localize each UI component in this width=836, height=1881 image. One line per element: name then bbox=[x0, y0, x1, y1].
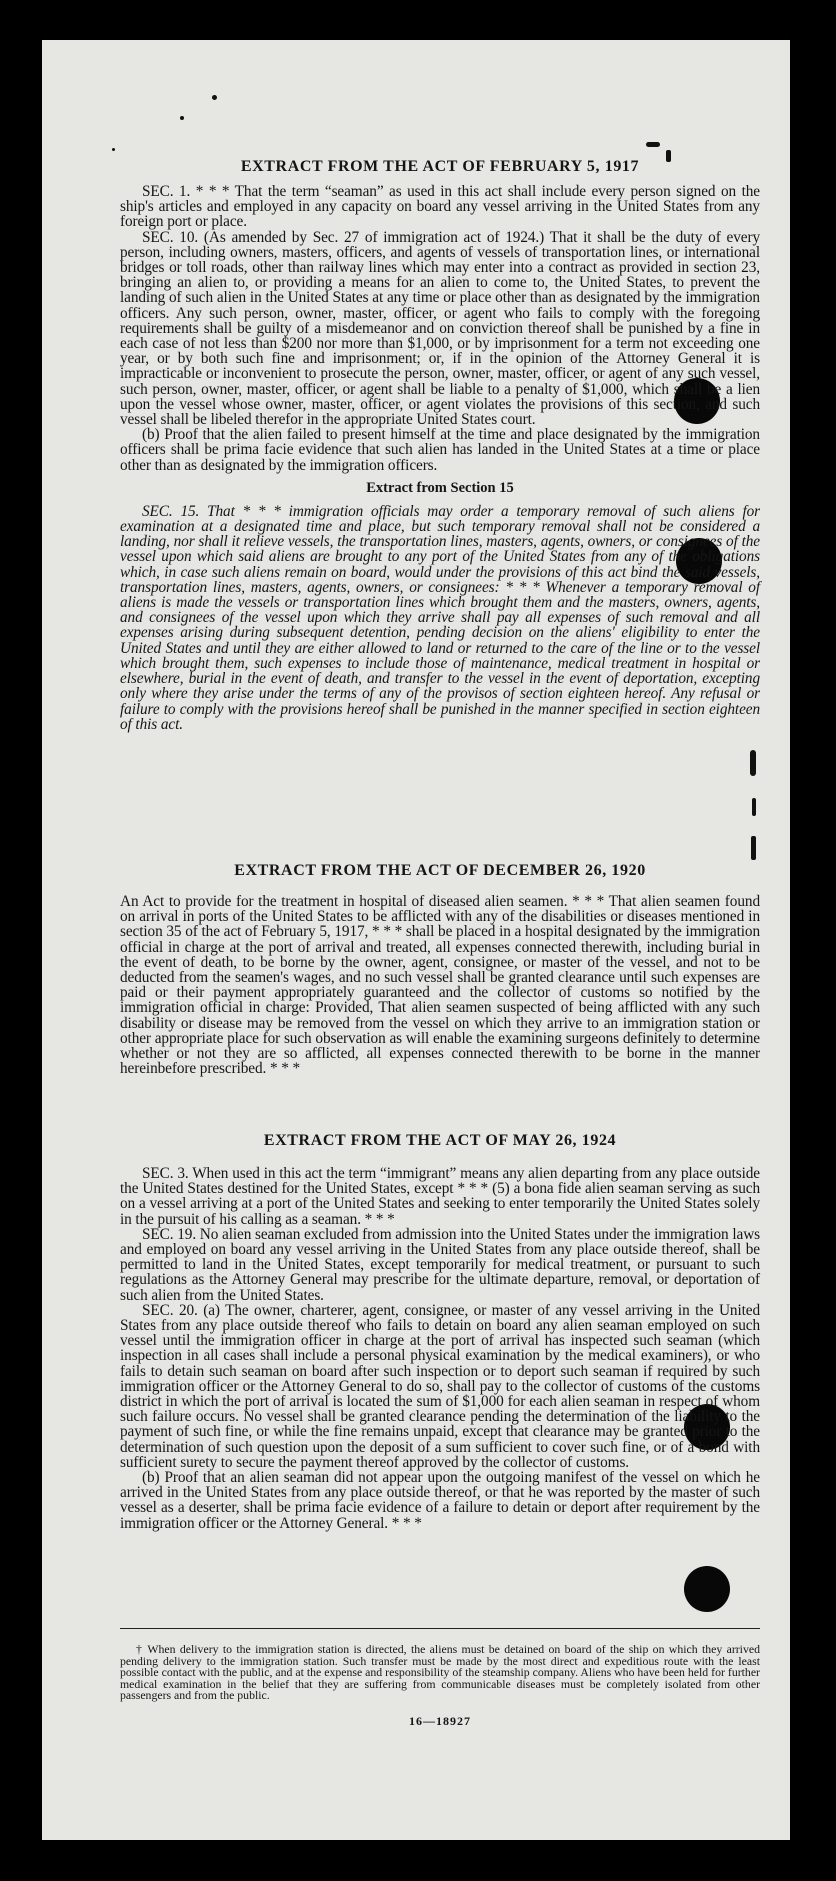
speck-mark bbox=[752, 798, 756, 816]
speck-mark bbox=[180, 116, 184, 120]
speck-mark bbox=[750, 750, 756, 776]
speck-mark bbox=[112, 148, 115, 151]
footnote-divider bbox=[120, 1628, 760, 1629]
section-1-paragraph: SEC. 1. * * * That the term “seaman” as used in this act shall include every person signed on the ship's articles and employed in any capacity on board any vessel arriving in the United States from any foreign port or place. bbox=[120, 183, 760, 231]
document-page bbox=[42, 40, 790, 1840]
section-15-paragraph: SEC. 15. That * * * immigration officials may order a temporary removal of such aliens for examination at a designated time and place, but such temporary removal shall not be considered a landing, nor shall it relieve vessels, the transportation lines, masters, agents, owners, or consignees of the vessel upon which said aliens are brought to any port of the United States from any of the obligations which, in case such aliens remain on board, would under the provisions of this act bind the said vessels, transportation lines, masters, agents, owners, or consignees: * * * Whenever a temporary removal of aliens is made the vessels or transportation lines which brought them and the masters, owners, agents, and consignees of the vessel upon which they arrive shall pay all expenses of such removal and all expenses arising during subsequent detention, pending decision on the aliens' eligibility to enter the United States and until they are either allowed to land or returned to the care of the line or to the vessel which brought them, such expenses to include those of maintenance, medical treatment in hospital or elsewhere, burial in the event of death, and transfer to the vessel in the event of deportation, excepting only where they arise under the terms of any of the provisos of section eighteen hereof. Any refusal or failure to comply with the provisions hereof shall be punished in the manner specified in section eighteen of this act. bbox=[120, 502, 760, 733]
footnote-section bbox=[120, 1644, 760, 1729]
document-number: 16—18927 bbox=[409, 1713, 471, 1728]
act-1924-section bbox=[120, 1132, 760, 1531]
section-10b-paragraph: (b) Proof that the alien failed to present himself at the time and place designated by the immigration officers shall be prima facie evidence that such alien has landed in the United States at a time or place other than as designated by the immigration officers. bbox=[120, 426, 760, 474]
act-1920-section bbox=[120, 862, 760, 1076]
section-10-paragraph: SEC. 10. (As amended by Sec. 27 of immigration act of 1924.) That it shall be the duty of every person, including owners, masters, officers, and agents of vessels of transportation lines, or international bridges or toll roads, other than railway lines which may enter into a contract as provided in section 23, bringing an alien to, or providing a means for an alien to come to, the United States, to prevent the landing of such alien in the United States at any time or place other than as designated by the immigration officers. Any such person, owner, master, officer, or agent who fails to comply with the foregoing requirements shall be guilty of a misdemeanor and on conviction thereof shall be punished by a fine in each case of not less than $200 nor more than $1,000, or by imprisonment for a term not exceeding one year, or by both such fine and imprisonment; or, if in the opinion of the Attorney General it is impracticable or inconvenient to prosecute the person, owner, master, officer, or agent of any such vessel, such person, owner, master, officer, or agent shall be liable to a penalty of $1,000, which shall be a lien upon the vessel whose owner, master, officer, or agent violates the provisions of this section, and such vessel shall be libeled therefor in the appropriate United States court. bbox=[120, 228, 760, 429]
section-19-paragraph: SEC. 19. No alien seaman excluded from admission into the United States under the immigration laws and employed on board any vessel arriving in the United States from any place outside thereof, shall be permitted to land in the United States, except temporarily for medical treatment, or pursuant to such regulations as the Attorney General may prescribe for the ultimate departure, removal, or deportation of such alien from the United States. bbox=[120, 1225, 760, 1304]
heading-act-1920: EXTRACT FROM THE ACT OF DECEMBER 26, 1920 bbox=[234, 862, 646, 879]
act-1920-paragraph: An Act to provide for the treatment in hospital of diseased alien seamen. * * * That alien seamen found on arrival in ports of the United States to be afflicted with any of the disabilities or diseases mentioned in section 35 of the act of February 5, 1917, * * * shall be placed in a hospital designated by the immigration official in charge at the port of arrival and treated, all expenses connected therewith, including burial in the event of death, to be borne by the owner, agent, consignee, or master of the vessel, and not to be deducted from the seamen's wages, and no such vessel shall be granted clearance until such expenses are paid or their payment appropriately guaranteed and the collector of customs so notified by the immigration official in charge: Provided, That alien seamen suspected of being afflicted with any such disability or disease may be removed from the vessel on which they arrive to an immigration station or other appropriate place for such observation as will enable the examining surgeons definitely to determine whether or not they are so afflicted, all expenses connected therewith to be borne in the manner hereinbefore prescribed. * * * bbox=[120, 893, 760, 1078]
speck-mark bbox=[646, 142, 660, 147]
subheading-section-15: Extract from Section 15 bbox=[366, 479, 514, 496]
section-3-paragraph: SEC. 3. When used in this act the term “immigrant” means any alien departing from any place outside the United States destined for the United States, except * * * (5) a bona fide alien seaman serving as such on a vessel arriving at a port of the United States and seeking to enter temporarily the United States solely in the pursuit of his calling as a seaman. * * * bbox=[120, 1165, 760, 1228]
heading-act-1924: EXTRACT FROM THE ACT OF MAY 26, 1924 bbox=[263, 1132, 617, 1149]
punch-hole bbox=[684, 1566, 730, 1612]
act-1917-section bbox=[120, 158, 760, 732]
footnote-text: † When delivery to the immigration station is directed, the aliens must be detained on board of the ship on which they arrived pending delivery to the immigration station. Such transfer must be made by the most direct and expeditious route with the least possible contact with the public, and at the expense and responsibility of the steamship company. Aliens who have been held for further medical examination in the belief that they are suffering from communicable diseases must be completely isolated from other passengers and from the public. bbox=[120, 1642, 760, 1703]
heading-act-1917: EXTRACT FROM THE ACT OF FEBRUARY 5, 1917 bbox=[240, 158, 640, 175]
section-20b-paragraph: (b) Proof that an alien seaman did not appear upon the outgoing manifest of the vessel on which he arrived in the United States from any place outside thereof, or that he was reported by the master of such vessel as a deserter, shall be prima facie evidence of a failure to detain or deport after requirement by the immigration officer or the Attorney General. * * * bbox=[120, 1469, 760, 1532]
speck-mark bbox=[751, 836, 756, 860]
section-20a-paragraph: SEC. 20. (a) The owner, charterer, agent, consignee, or master of any vessel arriving in the United States from any place outside thereof who fails to detain on board any alien seaman employed on such vessel until the immigration officer in charge at the port of arrival has inspected such seaman (which inspection in all cases shall include a personal physical examination by the medical examiners), or who fails to detain such seaman on board after such inspection or to deport such seaman if required by such immigration officer or the Attorney General to do so, shall pay to the collector of customs of the customs district in which the port of arrival is located the sum of $1,000 for each alien seaman in respect of whom such failure occurs. No vessel shall be granted clearance pending the determination of the liability to the payment of such fine, or while the fine remains unpaid, except that clearance may be granted prior to the determination of such question upon the deposit of a sum sufficient to cover such fine, or of a bond with sufficient surety to secure the payment thereof approved by the collector of customs. bbox=[120, 1301, 760, 1471]
speck-mark bbox=[212, 95, 217, 100]
